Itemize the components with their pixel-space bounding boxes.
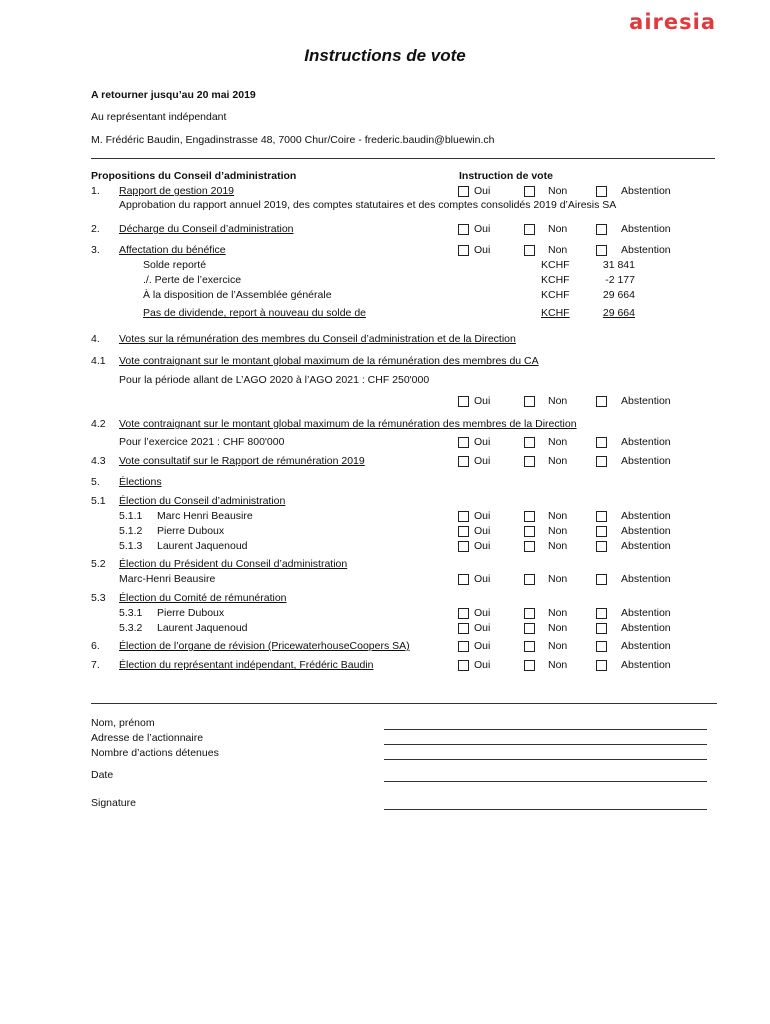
checkbox-abstention[interactable] <box>596 224 607 235</box>
item-title-5: Élections <box>119 476 162 488</box>
checkbox-oui[interactable] <box>458 574 469 585</box>
option-label-abstention: Abstention <box>621 573 671 585</box>
item-title-3: Affectation du bénéfice <box>119 244 226 256</box>
line-label: À la disposition de l’Assemblée générale <box>143 289 332 301</box>
candidate-name: Laurent Jaquenoud <box>157 540 248 552</box>
checkbox-oui[interactable] <box>458 526 469 537</box>
option-label-oui: Oui <box>474 395 491 407</box>
option-label-abstention: Abstention <box>621 525 671 537</box>
page-title: Instructions de vote <box>304 46 466 65</box>
checkbox-oui[interactable] <box>458 608 469 619</box>
option-label-abstention: Abstention <box>621 510 671 522</box>
item-number: 5.3 <box>91 592 106 604</box>
option-label-abstention: Abstention <box>621 659 671 671</box>
checkbox-abstention[interactable] <box>596 396 607 407</box>
checkbox-non[interactable] <box>524 660 535 671</box>
item-title-2: Décharge du Conseil d’administration <box>119 223 294 235</box>
checkbox-non[interactable] <box>524 541 535 552</box>
option-label-abstention: Abstention <box>621 223 671 235</box>
option-label-non: Non <box>548 573 568 585</box>
item-title-4: Votes sur la rémunération des membres du Conseil d’administration et de la Direction <box>119 333 516 345</box>
checkbox-oui[interactable] <box>458 186 469 197</box>
checkbox-non[interactable] <box>524 396 535 407</box>
option-label-oui: Oui <box>474 607 491 619</box>
option-label-non: Non <box>548 455 568 467</box>
option-label-oui: Oui <box>474 185 491 197</box>
checkbox-oui[interactable] <box>458 245 469 256</box>
item-number: 4.1 <box>91 355 106 367</box>
signature-label: Signature <box>91 797 136 809</box>
checkbox-oui[interactable] <box>458 511 469 522</box>
item-desc-1: Approbation du rapport annuel 2019, des comptes statutaires et des comptes consolidés 2019 d’Airesis SA <box>119 199 617 211</box>
checkbox-oui[interactable] <box>458 660 469 671</box>
candidate-name: Pierre Duboux <box>157 525 225 537</box>
item-title-4-3: Vote consultatif sur le Rapport de rémunération 2019 <box>119 455 365 467</box>
option-label-abstention: Abstention <box>621 540 671 552</box>
checkbox-non[interactable] <box>524 456 535 467</box>
item-title-4-2: Vote contraignant sur le montant global maximum de la rémunération des membres de la Direction <box>119 418 577 430</box>
checkbox-oui[interactable] <box>458 541 469 552</box>
checkbox-abstention[interactable] <box>596 437 607 448</box>
checkbox-non[interactable] <box>524 186 535 197</box>
item-number: 4. <box>91 333 100 345</box>
candidate-name: Marc Henri Beausire <box>157 510 253 522</box>
item-number: 4.2 <box>91 418 106 430</box>
item-title-5-1: Élection du Conseil d’administration <box>119 495 286 507</box>
item-title-5-3: Élection du Comité de rémunération <box>119 592 287 604</box>
option-label-abstention: Abstention <box>621 244 671 256</box>
option-label-abstention: Abstention <box>621 622 671 634</box>
option-label-non: Non <box>548 525 568 537</box>
item-number: 5. <box>91 476 100 488</box>
option-label-oui: Oui <box>474 622 491 634</box>
checkbox-abstention[interactable] <box>596 526 607 537</box>
checkbox-abstention[interactable] <box>596 186 607 197</box>
checkbox-non[interactable] <box>524 608 535 619</box>
option-label-non: Non <box>548 185 568 197</box>
checkbox-abstention[interactable] <box>596 623 607 634</box>
line-unit: KCHF <box>541 274 570 286</box>
checkbox-abstention[interactable] <box>596 608 607 619</box>
option-label-oui: Oui <box>474 436 491 448</box>
shareholder-address-label: Adresse de l’actionnaire <box>91 732 204 744</box>
option-label-abstention: Abstention <box>621 436 671 448</box>
item-number: 7. <box>91 659 100 671</box>
item-number: 5.3.2 <box>119 622 143 634</box>
item-desc-4-1: Pour la période allant de L’AGO 2020 à l’AGO 2021 : CHF 250'000 <box>119 374 430 386</box>
option-label-oui: Oui <box>474 455 491 467</box>
checkbox-non[interactable] <box>524 641 535 652</box>
option-label-abstention: Abstention <box>621 455 671 467</box>
line-label: Solde reporté <box>143 259 207 271</box>
name-label: Nom, prénom <box>91 717 155 729</box>
item-title-1: Rapport de gestion 2019 <box>119 185 235 197</box>
option-label-oui: Oui <box>474 223 491 235</box>
checkbox-abstention[interactable] <box>596 245 607 256</box>
item-number: 1. <box>91 185 100 197</box>
option-label-abstention: Abstention <box>621 185 671 197</box>
checkbox-non[interactable] <box>524 623 535 634</box>
checkbox-oui[interactable] <box>458 437 469 448</box>
option-label-oui: Oui <box>474 525 491 537</box>
checkbox-non[interactable] <box>524 245 535 256</box>
airesia-logo: airesia <box>629 10 716 34</box>
checkbox-abstention[interactable] <box>596 456 607 467</box>
item-number: 5.3.1 <box>119 607 143 619</box>
item-number: 3. <box>91 244 100 256</box>
option-label-oui: Oui <box>474 659 491 671</box>
option-label-non: Non <box>548 659 568 671</box>
candidate-name: Pierre Duboux <box>157 607 225 619</box>
column-header-propositions: Propositions du Conseil d’administration <box>91 170 297 182</box>
line-unit: KCHF <box>541 307 570 319</box>
item-title-4-1: Vote contraignant sur le montant global maximum de la rémunération des membres du CA <box>119 355 539 367</box>
item-number: 6. <box>91 640 100 652</box>
option-label-non: Non <box>548 436 568 448</box>
option-label-oui: Oui <box>474 540 491 552</box>
checkbox-non[interactable] <box>524 511 535 522</box>
option-label-oui: Oui <box>474 510 491 522</box>
line-label: Pas de dividende, report à nouveau du solde de <box>143 307 366 319</box>
address-text: M. Frédéric Baudin, Engadinstrasse 48, 7000 Chur/Coire - frederic.baudin@bluewin.ch <box>91 134 495 146</box>
option-label-non: Non <box>548 607 568 619</box>
option-label-abstention: Abstention <box>621 607 671 619</box>
line-value: 29 664 <box>602 289 635 301</box>
item-title-7: Élection du représentant indépendant, Frédéric Baudin <box>119 659 374 671</box>
option-label-non: Non <box>548 223 568 235</box>
option-label-non: Non <box>548 622 568 634</box>
item-number: 5.1.1 <box>119 510 143 522</box>
checkbox-abstention[interactable] <box>596 541 607 552</box>
column-header-instruction: Instruction de vote <box>459 170 553 182</box>
bottom-divider <box>91 703 717 704</box>
option-label-abstention: Abstention <box>621 640 671 652</box>
deadline-text: A retourner jusqu’au 20 mai 2019 <box>91 89 256 101</box>
checkbox-abstention[interactable] <box>596 511 607 522</box>
option-label-oui: Oui <box>474 573 491 585</box>
line-value: 29 664 <box>602 307 635 319</box>
candidate-name: Marc-Henri Beausire <box>119 573 216 585</box>
shares-label: Nombre d’actions détenues <box>91 747 219 759</box>
item-title-6: Élection de l’organe de révision (PricewaterhouseCoopers SA) <box>119 640 410 652</box>
option-label-non: Non <box>548 640 568 652</box>
date-label: Date <box>91 769 114 781</box>
line-value: -2 177 <box>605 274 635 286</box>
checkbox-non[interactable] <box>524 526 535 537</box>
item-number: 4.3 <box>91 455 106 467</box>
checkbox-oui[interactable] <box>458 224 469 235</box>
checkbox-oui[interactable] <box>458 623 469 634</box>
date-field[interactable] <box>384 781 707 782</box>
line-value: 31 841 <box>602 259 635 271</box>
signature-field[interactable] <box>384 809 707 810</box>
item-title-5-2: Élection du Président du Conseil d’administration <box>119 558 348 570</box>
line-unit: KCHF <box>541 289 570 301</box>
checkbox-non[interactable] <box>524 224 535 235</box>
checkbox-non[interactable] <box>524 574 535 585</box>
option-label-non: Non <box>548 244 568 256</box>
top-divider <box>91 158 715 159</box>
option-label-abstention: Abstention <box>621 395 671 407</box>
item-number: 5.1.3 <box>119 540 143 552</box>
shares-field[interactable] <box>384 759 707 760</box>
checkbox-oui[interactable] <box>458 641 469 652</box>
line-label: ./. Perte de l’exercice <box>143 274 242 286</box>
item-desc-4-2: Pour l’exercice 2021 : CHF 800'000 <box>119 436 285 448</box>
option-label-non: Non <box>548 540 568 552</box>
line-unit: KCHF <box>541 259 570 271</box>
checkbox-non[interactable] <box>524 437 535 448</box>
option-label-oui: Oui <box>474 244 491 256</box>
item-number: 2. <box>91 223 100 235</box>
checkbox-oui[interactable] <box>458 396 469 407</box>
item-number: 5.2 <box>91 558 106 570</box>
option-label-oui: Oui <box>474 640 491 652</box>
checkbox-abstention[interactable] <box>596 641 607 652</box>
checkbox-abstention[interactable] <box>596 660 607 671</box>
shareholder-address-field[interactable] <box>384 744 707 745</box>
name-field[interactable] <box>384 729 707 730</box>
item-number: 5.1 <box>91 495 106 507</box>
recipient-text: Au représentant indépendant <box>91 111 227 123</box>
checkbox-abstention[interactable] <box>596 574 607 585</box>
item-number: 5.1.2 <box>119 525 143 537</box>
option-label-non: Non <box>548 510 568 522</box>
candidate-name: Laurent Jaquenoud <box>157 622 248 634</box>
checkbox-oui[interactable] <box>458 456 469 467</box>
option-label-non: Non <box>548 395 568 407</box>
